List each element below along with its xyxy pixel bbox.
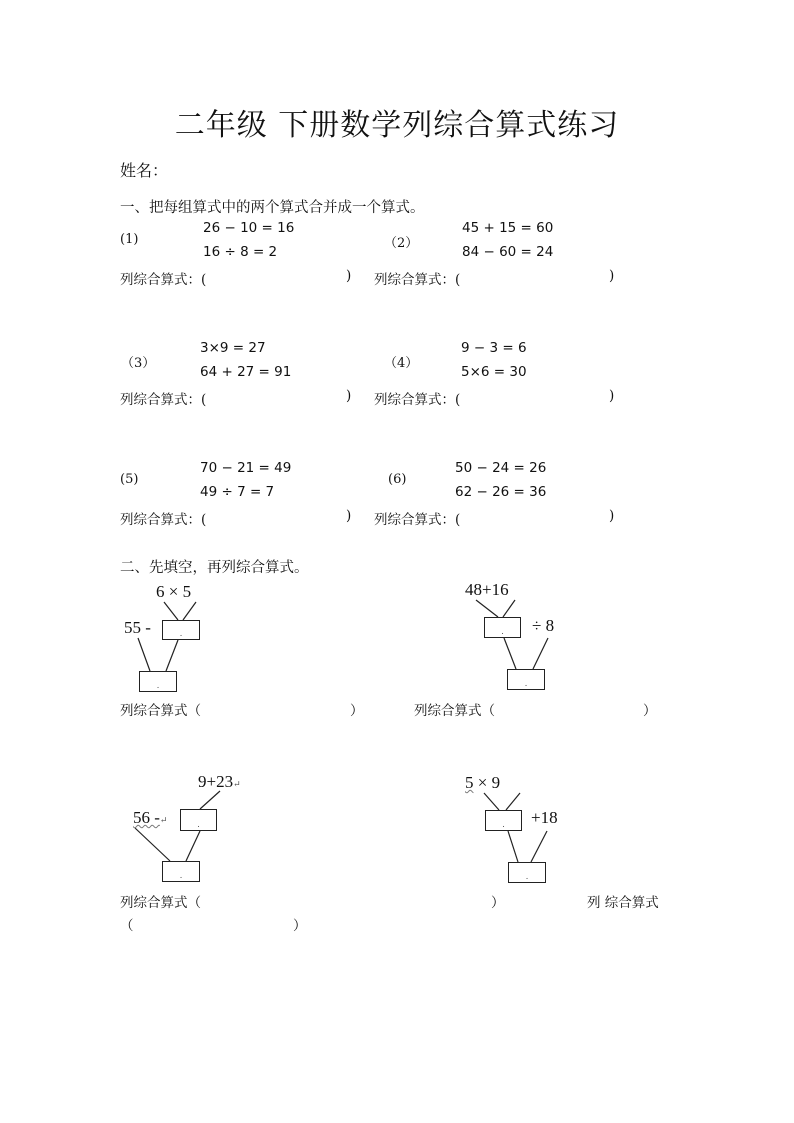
tree-3-top-expression: 9+23↵ [198,772,241,791]
answer-close-3: ) [346,388,352,404]
answer-label-1: 列综合算式：( [120,272,207,288]
answer-close-1: ) [346,268,352,284]
tree-4-lower-blank[interactable] [508,862,546,883]
tree-4-upper-blank[interactable] [485,810,522,831]
problem-3-eq1: 3×9 = 27 [200,340,266,356]
problem-5-eq2: 49 ÷ 7 = 7 [200,484,275,500]
tree-2-side-expression: ÷ 8 [532,616,555,635]
tree-2-line [503,600,515,617]
tree-1-upper-blank[interactable] [162,620,200,640]
answer-label-4: 列综合算式：( [374,392,461,408]
section1-heading: 一、把每组算式中的两个算式合并成一个算式。 [120,200,425,216]
problem-1-eq1: 26 − 10 = 16 [203,220,295,236]
tree-4-line [484,793,499,810]
tree-4-answer-label: 列 综合算式 [587,895,659,911]
tree-3-line [200,791,220,809]
name-label: 姓名： [120,161,169,180]
tree-2-top-expression: 48+16 [465,580,509,599]
problem-6-label: (6) [388,472,407,487]
answer-close-2: ) [609,268,615,284]
problem-6-eq1: 50 − 24 = 26 [455,460,547,476]
tree-2-lower-blank[interactable] [507,669,545,690]
problem-3-label: （3） [121,356,156,371]
page-title: 二年级 下册数学列综合算式练习 [174,108,620,143]
answer-close-5: ) [346,508,352,524]
problem-2-eq1: 45 + 15 = 60 [462,220,554,236]
tree-1-line [166,640,178,671]
problem-6-eq2: 62 − 26 = 36 [455,484,547,500]
tree-3-line [186,831,200,861]
tree-4-line [531,831,547,862]
tree-1-answer-label: 列综合算式（ [120,703,201,719]
tree-1-answer-close: ） [350,703,364,719]
tree-3-answer-close: ） [491,895,505,911]
section2-heading: 二、先填空，再列综合算式。 [120,560,309,576]
return-mark-icon: ↵ [159,815,168,825]
answer-close-6: ) [609,508,615,524]
tree-4-line [508,831,518,862]
tree-4-top-expression: 5 × 9 [465,773,501,792]
tree-4-answer-open: （ [120,918,134,934]
problem-3-eq2: 64 + 27 = 91 [200,364,292,380]
answer-label-5: 列综合算式：( [120,512,207,528]
tree-4-line [506,793,520,810]
tree-3-lower-blank[interactable] [162,861,200,882]
tree-2-upper-blank[interactable] [484,617,521,638]
tree-2-line [504,638,516,669]
tree-2-line [533,638,548,669]
tree-3-side-expression: 56 -↵ [133,808,168,827]
problem-4-eq1: 9 − 3 = 6 [461,340,527,356]
problem-5-eq1: 70 − 21 = 49 [200,460,292,476]
answer-label-6: 列综合算式：( [374,512,461,528]
tree-1-top-expression: 6 × 5 [156,582,192,601]
tree-1-line [164,602,178,620]
problem-5-label: (5) [120,472,139,487]
tree-4-answer-close: ） [293,918,307,934]
problem-2-eq2: 84 − 60 = 24 [462,244,554,260]
tree-2-line [476,600,498,617]
tree-3-line [135,828,170,861]
tree-3-answer-label: 列综合算式（ [120,895,201,911]
answer-label-3: 列综合算式：( [120,392,207,408]
problem-1-eq2: 16 ÷ 8 = 2 [203,244,278,260]
problem-4-eq2: 5×6 = 30 [461,364,527,380]
tree-2-answer-label: 列综合算式（ [414,703,495,719]
problem-1-label: (1) [120,232,139,247]
tree-4-side-expression: +18 [531,808,558,827]
return-mark-icon: ↵ [233,779,241,789]
tree-1-side-expression: 55 - [124,618,151,637]
tree-3-upper-blank[interactable] [180,809,217,831]
tree-1-line [183,602,196,620]
answer-close-4: ) [609,388,615,404]
tree-1-line [138,638,150,671]
problem-4-label: （4） [384,356,419,371]
problem-2-label: （2） [384,236,419,251]
tree-1-lower-blank[interactable] [139,671,177,692]
tree-2-answer-close: ） [643,703,657,719]
answer-label-2: 列综合算式：( [374,272,461,288]
